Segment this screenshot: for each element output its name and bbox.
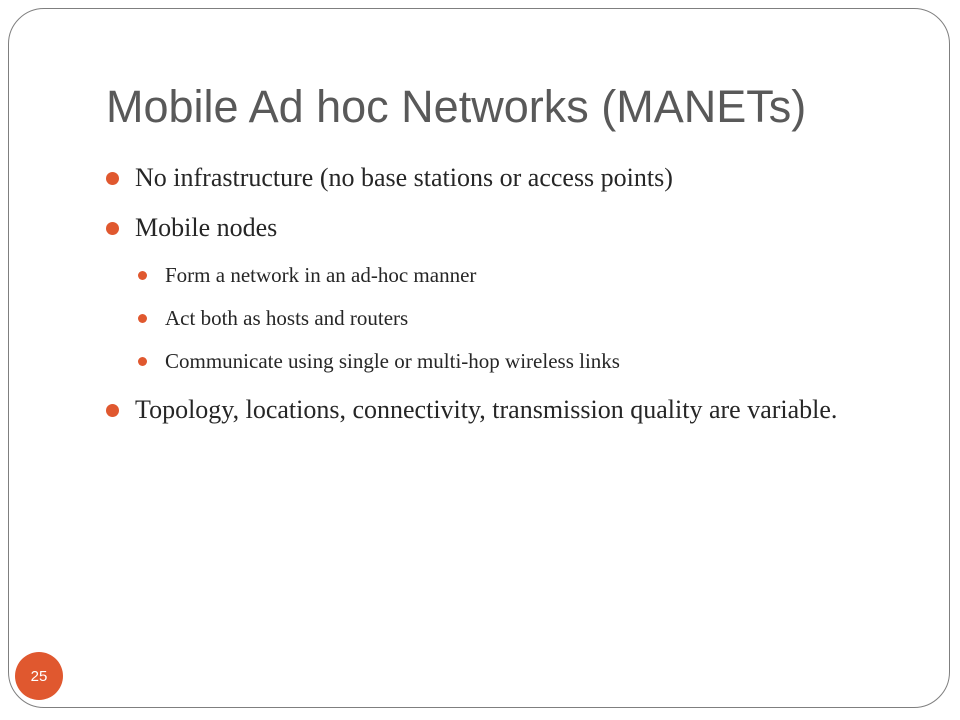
bullet-dot-icon [106, 222, 119, 235]
slide-title: Mobile Ad hoc Networks (MANETs) [106, 81, 807, 132]
slide-content [106, 160, 896, 442]
sub-bullet-dot-icon [138, 357, 147, 366]
bullet-text: Mobile nodes [135, 213, 278, 243]
sub-bullet-dot-icon [138, 314, 147, 323]
bullet-item [106, 392, 896, 428]
sub-bullet-dot-icon [138, 271, 147, 280]
bullet-dot-icon [106, 404, 119, 417]
bullet-text: No infrastructure (no base stations or access points) [135, 163, 673, 192]
sub-bullet-item [106, 347, 896, 375]
bullet-item [106, 160, 896, 196]
sub-bullet-item [106, 261, 896, 289]
sub-bullet-text: Form a network in an ad-hoc manner [165, 262, 477, 287]
sub-bullet-text: Communicate using single or multi-hop wireless links [165, 349, 620, 374]
bullet-item [106, 210, 896, 246]
page-number-badge: 25 [15, 652, 63, 700]
sub-bullet-text: Act both as hosts and routers [165, 306, 409, 331]
sub-bullet-item [106, 304, 896, 332]
bullet-dot-icon [106, 172, 119, 185]
bullet-text: Topology, locations, connectivity, transmission quality are variable. [135, 394, 838, 424]
